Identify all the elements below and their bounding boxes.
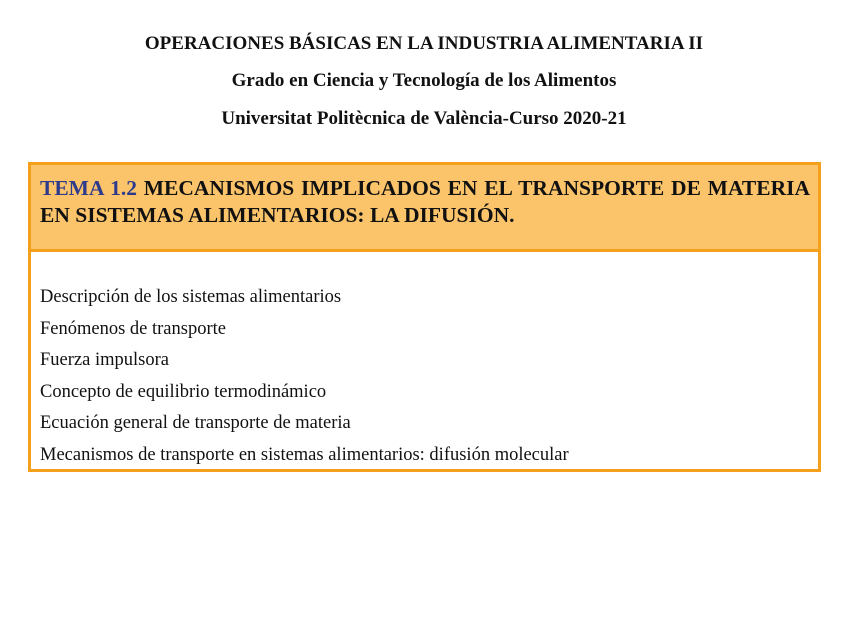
list-item: Descripción de los sistemas alimentarios xyxy=(40,287,342,307)
list-item: Mecanismos de transporte en sistemas alimentarios: difusión molecular xyxy=(40,444,569,465)
topic-code: TEMA 1.2 xyxy=(40,176,137,200)
list-item: Fenómenos de transporte xyxy=(40,318,226,339)
university-title: Universitat Politècnica de València-Curso 2020-21 xyxy=(221,108,627,129)
list-item: Concepto de equilibrio termodinámico xyxy=(40,381,327,402)
topic-title: MECANISMOS IMPLICADOS EN EL TRANSPORTE DE MATERIA EN SISTEMAS ALIMENTARIOS: LA DIFUSIÓN. xyxy=(40,176,810,227)
course-title: OPERACIONES BÁSICAS EN LA INDUSTRIA ALIMENTARIA II xyxy=(144,33,704,54)
topic-heading xyxy=(40,175,810,229)
topic-items-list xyxy=(40,282,569,472)
list-item: Fuerza impulsora xyxy=(40,350,169,371)
topic-box xyxy=(28,162,821,472)
degree-title: Grado en Ciencia y Tecnología de los Alimentos xyxy=(231,70,617,91)
list-item: Ecuación general de transporte de materia xyxy=(40,413,351,434)
topic-header xyxy=(31,165,818,252)
